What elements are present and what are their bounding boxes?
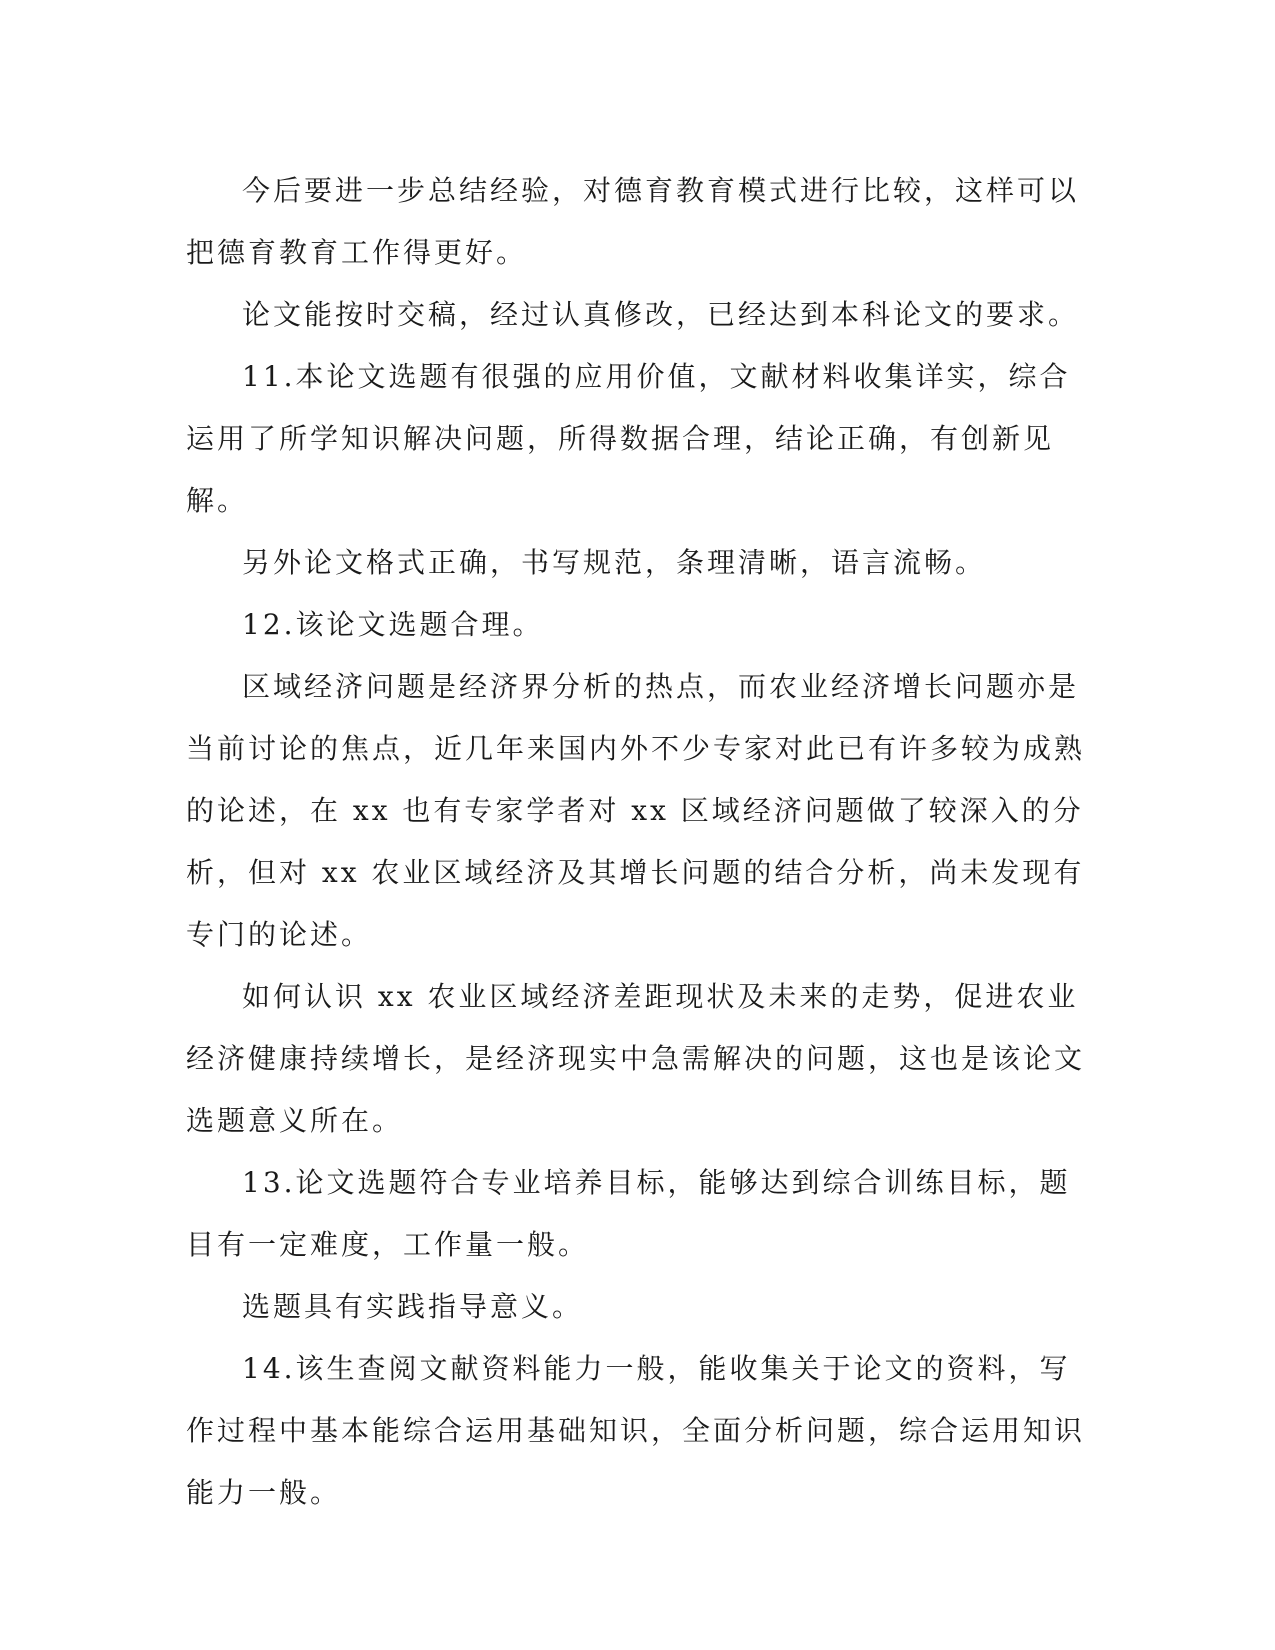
paragraph-6: 区域经济问题是经济界分析的热点，而农业经济增长问题亦是当前讨论的焦点，近几年来国内外不少专家对此已有许多较为成熟的论述，在 xx 也有专家学者对 xx 区域经济问题做了较深入的分析，但对 xx 农业区域经济及其增长问题的结合分析，尚未发现有专门的论述。 <box>186 670 1086 951</box>
paragraph-1: 今后要进一步总结经验，对德育教育模式进行比较，这样可以把德育教育工作得更好。 <box>186 174 1080 269</box>
paragraph-3: 11.本论文选题有很强的应用价值，文献材料收集详实，综合运用了所学知识解决问题，所得数据合理，结论正确，有创新见解。 <box>186 360 1071 517</box>
paragraph-2: 论文能按时交稿，经过认真修改，已经达到本科论文的要求。 <box>242 298 1080 331</box>
document-body <box>186 160 1086 1524</box>
paragraph-7: 如何认识 xx 农业区域经济差距现状及未来的走势，促进农业经济健康持续增长，是经济现实中急需解决的问题，这也是该论文选题意义所在。 <box>186 980 1086 1137</box>
paragraph-8: 13.论文选题符合专业培养目标，能够达到综合训练目标，题目有一定难度，工作量一般。 <box>186 1166 1071 1261</box>
paragraph-4: 另外论文格式正确，书写规范，条理清晰，语言流畅。 <box>242 546 987 579</box>
paragraph-9: 选题具有实践指导意义。 <box>242 1290 584 1323</box>
paragraph-5: 12.该论文选题合理。 <box>242 608 544 641</box>
paragraph-10: 14.该生查阅文献资料能力一般，能收集关于论文的资料，写作过程中基本能综合运用基础知识，全面分析问题，综合运用知识能力一般。 <box>186 1352 1086 1509</box>
